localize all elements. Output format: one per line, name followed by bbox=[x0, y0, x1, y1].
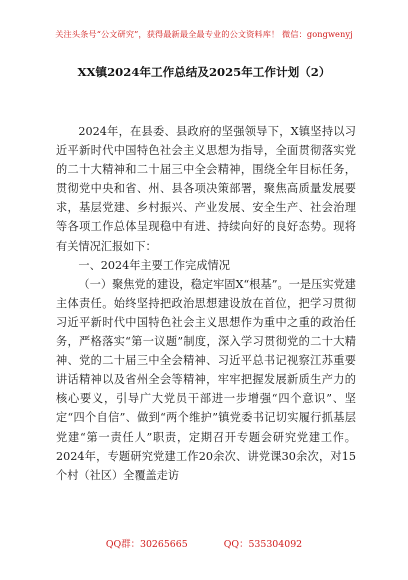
section-heading: 一、2024年主要工作完成情况 bbox=[78, 258, 230, 272]
document-title: XX镇2024年工作总结及2025年工作计划（2） bbox=[77, 65, 331, 79]
footer-qq-group: QQ群：30265665 bbox=[105, 539, 188, 550]
paragraph-intro: 2024年，在县委、县政府的坚强领导下，X镇坚持以习近平新时代中国特色社会主义思想为指导，全面贯彻落实党的二十大精神和二十届三中全会精神，围绕全年目标任务，贯彻党中央和省、州、县各项决策部署，聚焦高质量发展要求，基层党建、乡村振兴、产业发展、安全生产、社会治理等各项工作总体呈现稳中有进、持续向好的良好态势。现将有关情况汇报如下： bbox=[56, 125, 356, 253]
paragraph-party-building: （一）聚焦党的建设，稳定牢固X“根基”。一是压实党建主体责任。始终坚持把政治思想建设放在首位，把学习贯彻习近平新时代中国特色社会主义思想作为重中之重的政治任务，严格落实“第一议题”制度，深入学习贯彻党的二十大精神、党的二十届三中全会精神、习近平总书记视察江苏重要讲话精神以及省州全会等精神，牢牢把握发展新质生产力的核心要义，引导广大党员干部进一步增强“四个意识”、坚定“四个自信”、做到“两个维护”镇党委书记切实履行抓基层党建“第一责任人”职责，定期召开专题会研究党建工作。2024年，专题研究党建工作20余次、讲党课30余次，对15个村（社区）全覆盖走访 bbox=[56, 277, 356, 482]
footer-qq: QQ：535304092 bbox=[223, 539, 303, 550]
document-body bbox=[56, 122, 356, 485]
footer-contact bbox=[0, 536, 408, 550]
header-promo-note: 关注头条号“公文研究”，获得最新最全最专业的公文资料库！ 微信：gongwenyj bbox=[55, 29, 353, 39]
